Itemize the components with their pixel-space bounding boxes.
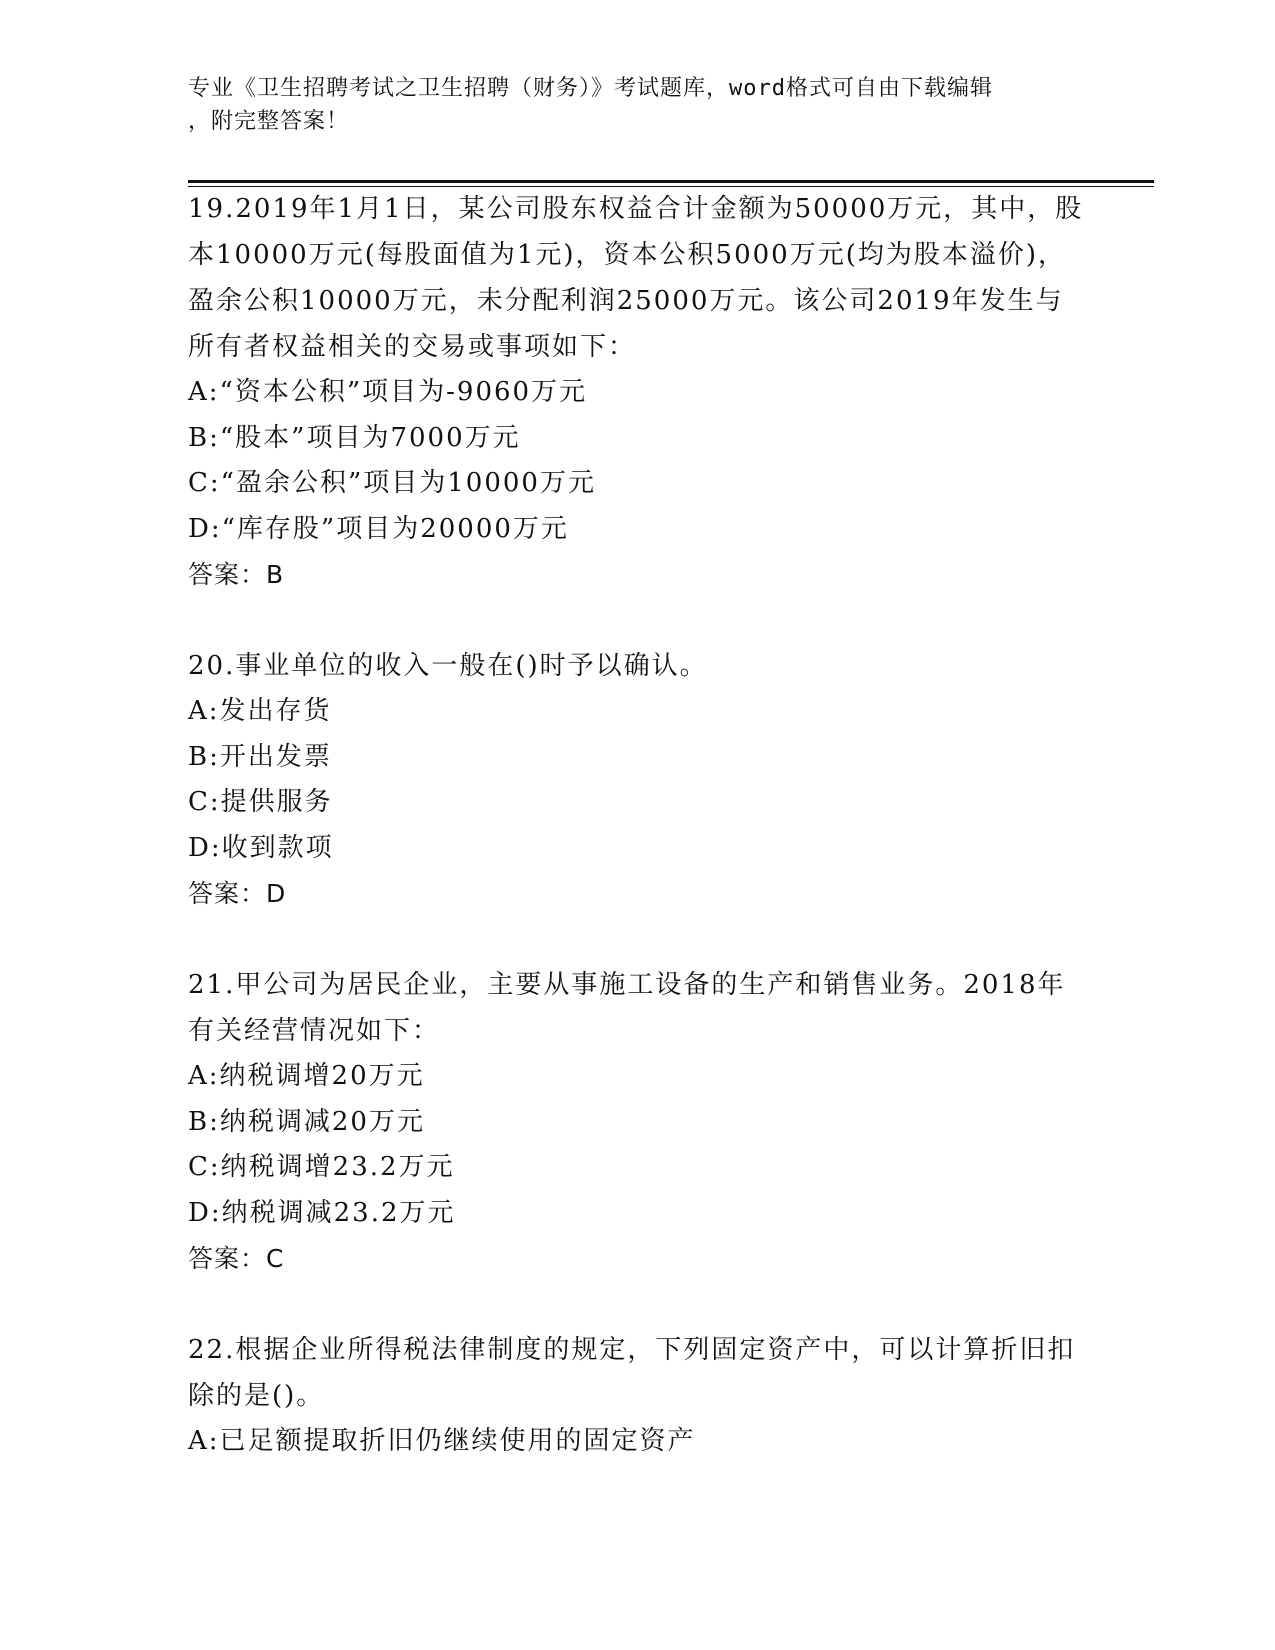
header-line-1: 专业《卫生招聘考试之卫生招聘（财务）》考试题库，word格式可自由下载编辑	[188, 76, 993, 101]
question-19	[188, 186, 1088, 598]
option-c: C:纳税调增23.2万元	[188, 1152, 455, 1182]
option-a: A:“资本公积”项目为-9060万元	[188, 377, 588, 407]
header-line-2: ，附完整答案！	[188, 109, 350, 134]
question-stem: 20.事业单位的收入一般在()时予以确认。	[188, 651, 708, 681]
option-a: A:已足额提取折旧仍继续使用的固定资产	[188, 1426, 696, 1456]
answer-label: 答案：B	[188, 560, 285, 589]
option-b: B:“股本”项目为7000万元	[188, 422, 521, 453]
option-a: A:纳税调增20万元	[188, 1061, 425, 1091]
question-21	[188, 962, 1088, 1282]
header-divider-thick	[188, 180, 1154, 183]
option-a: A:发出存货	[188, 696, 332, 726]
question-20	[188, 643, 1088, 917]
question-stem: 19.2019年1月1日，某公司股东权益合计金额为50000万元，其中，股本10000万元(每股面值为1元)，资本公积5000万元(均为股本溢价)，盈余公积10000万元，未分配利润25000万元。该公司2019年发生与所有者权益相关的交易或事项如下：	[188, 194, 1084, 362]
answer-label: 答案：C	[188, 1244, 285, 1273]
option-d: D:“库存股”项目为20000万元	[188, 513, 569, 544]
question-list	[188, 186, 1088, 1510]
answer-label: 答案：D	[188, 879, 287, 908]
question-stem: 22.根据企业所得税法律制度的规定，下列固定资产中，可以计算折旧扣除的是()。	[188, 1335, 1076, 1411]
option-d: D:纳税调减23.2万元	[188, 1197, 456, 1228]
document-header	[188, 72, 1088, 138]
option-b: B:纳税调减20万元	[188, 1106, 425, 1137]
option-b: B:开出发票	[188, 741, 332, 772]
option-c: C:“盈余公积”项目为10000万元	[188, 468, 596, 498]
question-stem: 21.甲公司为居民企业，主要从事施工设备的生产和销售业务。2018年有关经营情况如下：	[188, 970, 1066, 1046]
option-c: C:提供服务	[188, 787, 333, 817]
option-d: D:收到款项	[188, 832, 334, 863]
question-22	[188, 1327, 1088, 1465]
